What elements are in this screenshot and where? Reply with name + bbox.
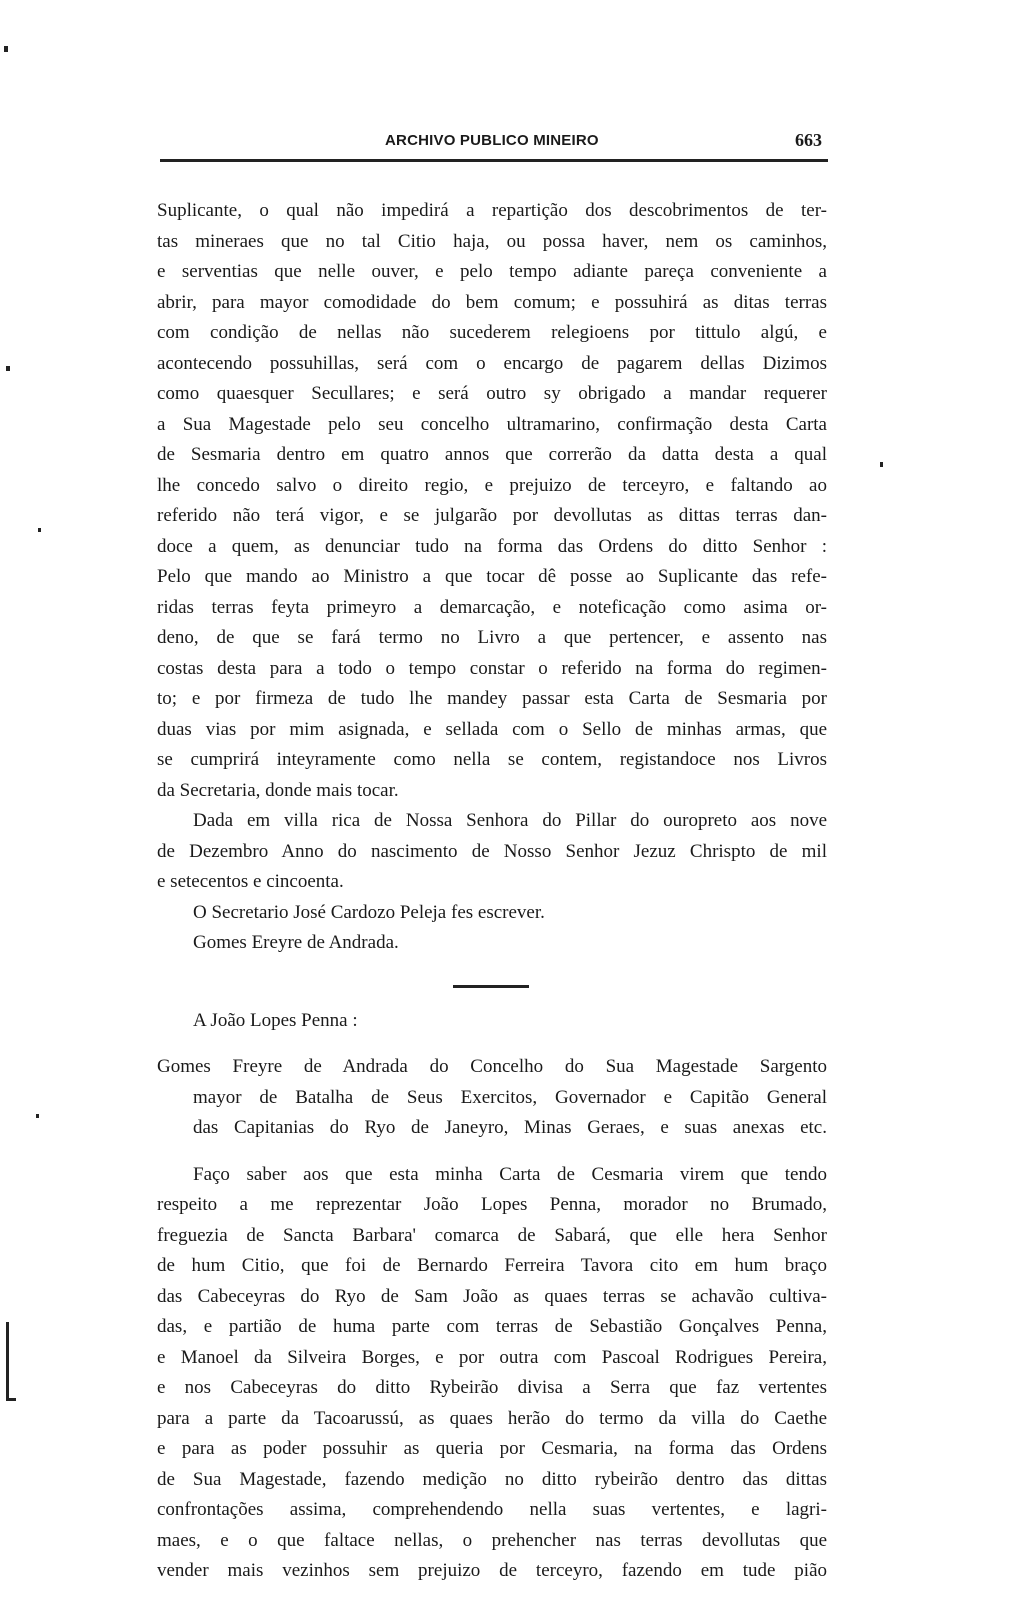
text-line: das Cabeceyras do Ryo de Sam João as quaes terras se achavão cultiva- [157, 1285, 827, 1307]
text-line: de Sesmaria dentro em quatro annos que correrão da datta desta a qual [157, 444, 827, 465]
text-line: Suplicante, o qual não impedirá a repartição dos descobrimentos de ter- [157, 200, 827, 221]
scan-speck [880, 462, 883, 467]
text-line: tas mineraes que no tal Citio haja, ou possa haver, nem os caminhos, [157, 230, 827, 252]
header-title: ARCHIVO PUBLICO MINEIRO [385, 132, 599, 149]
text-line: e serventias que nelle ouver, e pelo tempo adiante pareça conveniente a [157, 261, 827, 282]
text-line: e nos Cabeceyras do ditto Rybeirão divisa a Serra que faz vertentes [157, 1377, 827, 1398]
scan-speck [4, 46, 8, 52]
text-line: das Capitanias do Ryo de Janeyro, Minas Geraes, e suas anexas etc. [193, 1117, 827, 1138]
text-line: e setecentos e cincoenta. [157, 871, 344, 892]
page-number: 663 [795, 130, 822, 150]
text-line: vender mais vezinhos sem prejuizo de terceyro, fazendo em tude pião [157, 1560, 827, 1581]
text-line: de Dezembro Anno do nascimento de Nosso Senhor Jezuz Chrispto de mil [157, 840, 827, 862]
text-line: mayor de Batalha de Seus Exercitos, Governador e Capitão General [193, 1086, 827, 1108]
addressee-line: A João Lopes Penna : [193, 1009, 358, 1031]
running-header [160, 128, 828, 160]
section-separator [453, 985, 529, 988]
secretary-line: O Secretario José Cardozo Peleja fes escrever. [193, 901, 545, 923]
date-paragraph [157, 806, 827, 898]
margin-bracket [6, 1398, 16, 1401]
text-line: com condição de nellas não sucederem relegioens por tittulo algú, e [157, 322, 827, 343]
scan-speck [38, 528, 41, 532]
text-line: Pelo que mando ao Ministro a que tocar dê posse ao Suplicante das refe- [157, 566, 827, 587]
text-line: Dada em villa rica de Nossa Senhora do Pillar do ouropreto aos nove [193, 810, 827, 831]
text-line: costas desta para a todo o tempo constar o referido na forma do regimen- [157, 657, 827, 679]
margin-bracket [6, 1322, 9, 1400]
text-line: duas vias por mim asignada, e sellada com o Sello de minhas armas, que [157, 718, 827, 740]
text-line: das, e partião de huma parte com terras de Sebastião Gonçalves Penna, [157, 1316, 827, 1337]
text-line: freguezia de Sancta Barbara' comarca de Sabará, que elle hera Senhor [157, 1224, 827, 1246]
text-line: acontecendo possuhillas, será com o encargo de pagarem dellas Dizimos [157, 352, 827, 374]
text-line: maes, e o que faltace nellas, o prehencher nas terras devollutas que [157, 1529, 827, 1551]
signature-line: Gomes Ereyre de Andrada. [193, 932, 399, 953]
governor-title-block [157, 1052, 827, 1144]
text-line: doce a quem, as denunciar tudo na forma das Ordens do ditto Senhor : [157, 535, 827, 557]
text-line: referido não terá vigor, e se julgarão por devollutas as dittas terras dan- [157, 505, 827, 526]
text-line: se cumprirá inteyramente como nella se contem, registandoce nos Livros [157, 749, 827, 770]
text-line: e Manoel da Silveira Borges, e por outra com Pascoal Rodrigues Pereira, [157, 1346, 827, 1368]
text-line: de Sua Magestade, fazendo medição no ditto rybeirão dentro das dittas [157, 1468, 827, 1490]
text-line: Faço saber aos que esta minha Carta de Cesmaria virem que tendo [193, 1163, 827, 1185]
continuation-paragraph [157, 196, 827, 806]
text-line: deno, de que se fará termo no Livro a que pertencer, e assento nas [157, 627, 827, 648]
text-line: abrir, para mayor comodidade do bem comum; e possuhirá as ditas terras [157, 291, 827, 313]
text-line: respeito a me reprezentar João Lopes Penna, morador no Brumado, [157, 1194, 827, 1215]
page-body [157, 196, 827, 1587]
text-line: da Secretaria, donde mais tocar. [157, 779, 399, 801]
text-line: lhe concedo salvo o direito regio, e prejuizo de terceyro, e faltando ao [157, 474, 827, 496]
text-line: a Sua Magestade pelo seu concelho ultramarino, confirmação desta Carta [157, 413, 827, 435]
text-line: Gomes Freyre de Andrada do Concelho do Sua Magestade Sargento [157, 1056, 827, 1077]
text-line: to; e por firmeza de tudo lhe mandey passar esta Carta de Sesmaria por [157, 688, 827, 709]
text-line: como quaesquer Secullares; e será outro sy obrigado a mandar requerer [157, 383, 827, 404]
text-line: e para as poder possuhir as queria por Cesmaria, na forma das Ordens [157, 1438, 827, 1459]
body-paragraph [157, 1160, 827, 1587]
scan-speck [36, 1114, 39, 1118]
header-rule [160, 159, 828, 162]
text-line: para a parte da Tacoarussú, as quaes herão do termo da villa do Caethe [157, 1407, 827, 1429]
scan-speck [6, 366, 10, 371]
text-line: confrontações assima, comprehendendo nella suas vertentes, e lagri- [157, 1499, 827, 1520]
text-line: ridas terras feyta primeyro a demarcação, e noteficação como asima or- [157, 596, 827, 618]
text-line: de hum Citio, que foi de Bernardo Ferreira Tavora cito em hum braço [157, 1255, 827, 1276]
